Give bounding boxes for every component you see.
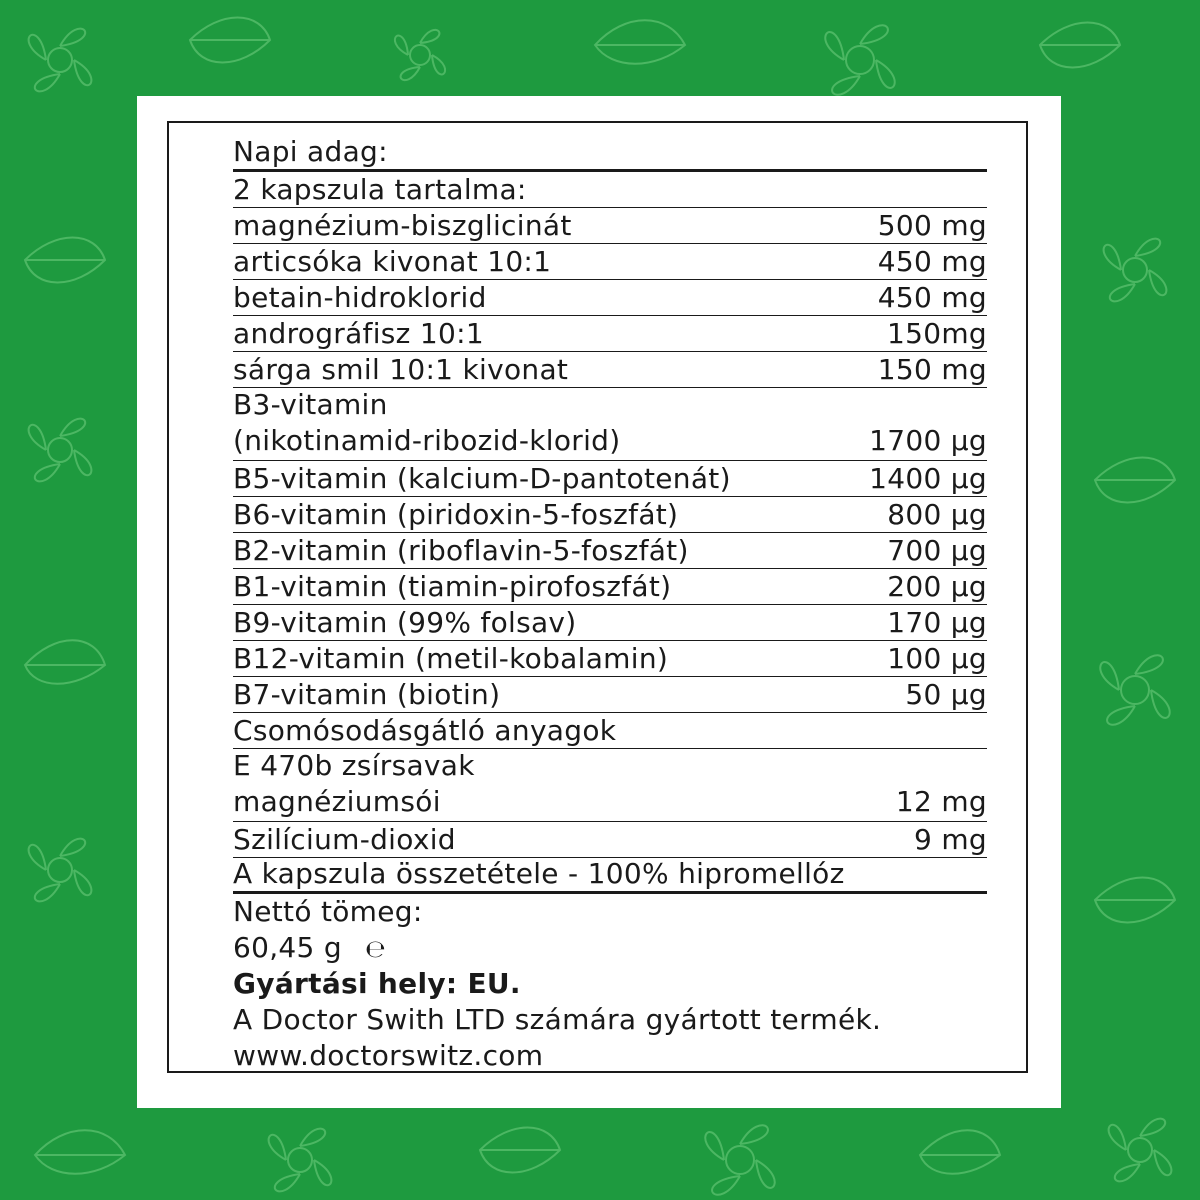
vitamin-name: B9-vitamin (99% folsav)	[233, 606, 577, 639]
vitamin-name: B6-vitamin (piridoxin-5-foszfát)	[233, 498, 679, 531]
manufacturer-text: A Doctor Swith LTD számára gyártott termék.	[233, 1003, 882, 1036]
b3-name-line1: B3-vitamin	[233, 388, 388, 421]
vitamin-row	[233, 497, 987, 533]
vitamin-amount: 700 µg	[887, 534, 987, 567]
net-weight-title: Nettó tömeg:	[233, 895, 423, 928]
ingredient-row	[233, 244, 987, 280]
ingredient-amount: 150mg	[887, 317, 987, 350]
ingredient-amount: 450 mg	[877, 281, 987, 314]
vitamin-name: B7-vitamin (biotin)	[233, 678, 501, 711]
vitamin-row	[233, 461, 987, 497]
label-frame	[167, 121, 1028, 1073]
ingredient-row	[233, 208, 987, 244]
nutrition-table	[233, 136, 987, 1074]
vitamin-name: B12-vitamin (metil-kobalamin)	[233, 642, 669, 675]
e470b-row	[233, 749, 987, 822]
estimated-sign-icon: ℮	[365, 935, 386, 963]
e470b-amount: 12 mg	[895, 785, 987, 818]
ingredient-row	[233, 280, 987, 316]
vitamin-row	[233, 569, 987, 605]
ingredient-name: magnézium-biszglicinát	[233, 209, 572, 242]
vitamin-row	[233, 605, 987, 641]
vitamin-name: B1-vitamin (tiamin-pirofoszfát)	[233, 570, 672, 603]
serving-title-row	[233, 136, 987, 172]
vitamin-amount: 1400 µg	[869, 462, 987, 495]
anticaking-title-row	[233, 713, 987, 749]
e470b-name-line2: magnéziumsói	[233, 785, 441, 818]
ingredient-name: betain-hidroklorid	[233, 281, 487, 314]
vitamin-name: B2-vitamin (riboflavin-5-foszfát)	[233, 534, 689, 567]
capsule-composition: A kapszula összetétele - 100% hipromellóz	[233, 857, 845, 890]
b3-amount: 1700 µg	[869, 424, 987, 457]
vitamin-amount: 800 µg	[887, 498, 987, 531]
ingredient-row	[233, 352, 987, 388]
b3-vitamin-row	[233, 388, 987, 461]
vitamin-amount: 50 µg	[905, 678, 987, 711]
website-link[interactable]: www.doctorswitz.com	[233, 1039, 544, 1072]
vitamin-name: B5-vitamin (kalcium-D-pantotenát)	[233, 462, 731, 495]
silica-name: Szilícium-dioxid	[233, 823, 456, 856]
capsule-row	[233, 858, 987, 894]
vitamin-amount: 100 µg	[887, 642, 987, 675]
label-card	[137, 96, 1061, 1108]
ingredient-name: articsóka kivonat 10:1	[233, 245, 552, 278]
net-weight-row	[233, 930, 987, 966]
ingredient-row	[233, 316, 987, 352]
vitamin-amount: 200 µg	[887, 570, 987, 603]
vitamin-row	[233, 677, 987, 713]
serving-subtitle: 2 kapszula tartalma:	[233, 173, 527, 206]
ingredient-amount: 450 mg	[877, 245, 987, 278]
net-weight-value: 60,45 g	[233, 931, 342, 964]
silica-row	[233, 822, 987, 858]
serving-title: Napi adag:	[233, 135, 388, 168]
b3-name-line2: (nikotinamid-ribozid-klorid)	[233, 424, 621, 457]
ingredient-name: sárga smil 10:1 kivonat	[233, 353, 569, 386]
origin-text: Gyártási hely: EU.	[233, 967, 521, 1000]
silica-amount: 9 mg	[914, 823, 987, 856]
e470b-name-line1: E 470b zsírsavak	[233, 749, 475, 782]
ingredient-amount: 500 mg	[877, 209, 987, 242]
vitamin-row	[233, 641, 987, 677]
anticaking-title: Csomósodásgátló anyagok	[233, 714, 617, 747]
vitamin-amount: 170 µg	[887, 606, 987, 639]
ingredient-name: andrográfisz 10:1	[233, 317, 484, 350]
vitamin-row	[233, 533, 987, 569]
ingredient-amount: 150 mg	[877, 353, 987, 386]
serving-sub-row	[233, 172, 987, 208]
